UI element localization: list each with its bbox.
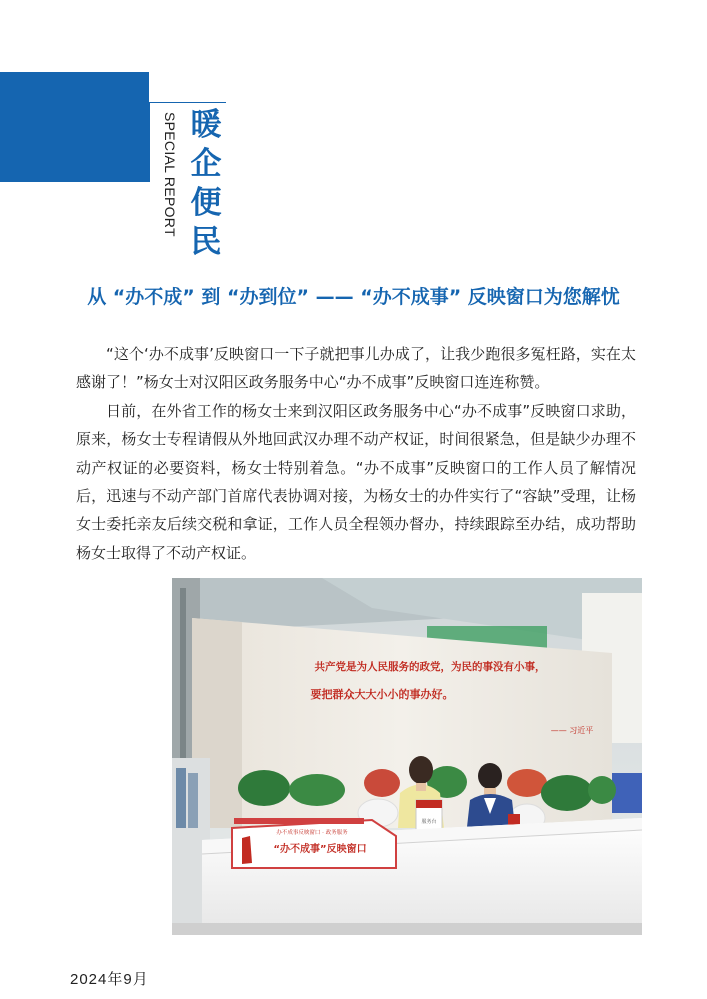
desk-card-text: 服务台: [421, 819, 437, 825]
service-window-photo: [172, 578, 642, 935]
column-title-char: 便: [190, 185, 222, 221]
header-vertical-rule: [149, 102, 150, 182]
wall-slogan-line-1: 共产党是为人民服务的政党，为民的事没有小事，: [314, 661, 546, 673]
column-title-char: 民: [190, 224, 222, 260]
column-label-vertical: SPECIAL REPORT: [162, 112, 178, 237]
article-body: [76, 340, 636, 567]
column-title: [186, 106, 226, 262]
wall-slogan-line-2: 要把群众大大小小的事办好。: [310, 688, 454, 701]
article-paragraph: 日前，在外省工作的杨女士来到汉阳区政务服务中心“办不成事”反映窗口求助，原来，杨女士专程请假从外地回武汉办理不动产权证，时间很紧急，但是缺少办理不动产权证的必要资料，杨女士特别着急。“办不成事”反映窗口的工作人员了解情况后，迅速与不动产部门首席代表协调对接，为杨女士的办件实行了“容缺”受理，让杨女士委托亲友后续交税和拿证，工作人员全程领办督办，持续跟踪至办结，成功帮助杨女士取得了不动产权证。: [76, 401, 636, 562]
photo-illustration: [172, 578, 642, 935]
wall-slogan-signature: —— 习近平: [550, 726, 594, 735]
counter-sign-main-text: “办不成事”反映窗口: [273, 844, 367, 855]
column-title-char: 暖: [190, 107, 222, 143]
header-color-block: [0, 72, 149, 182]
column-title-char: 企: [190, 146, 222, 182]
article-headline: 从 “办不成” 到 “办到位” —— “办不成事” 反映窗口为您解忧: [87, 286, 620, 308]
header-horizontal-rule: [149, 102, 226, 103]
issue-date: 2024年9月: [70, 971, 149, 988]
counter-sign-small-text: 办不成事反映窗口 · 政务服务: [276, 830, 348, 836]
article-paragraph: “这个‘办不成事’反映窗口一下子就把事儿办成了，让我少跑很多冤枉路，实在太感谢了！”杨女士对汉阳区政务服务中心“办不成事”反映窗口连连称赞。: [76, 345, 636, 392]
